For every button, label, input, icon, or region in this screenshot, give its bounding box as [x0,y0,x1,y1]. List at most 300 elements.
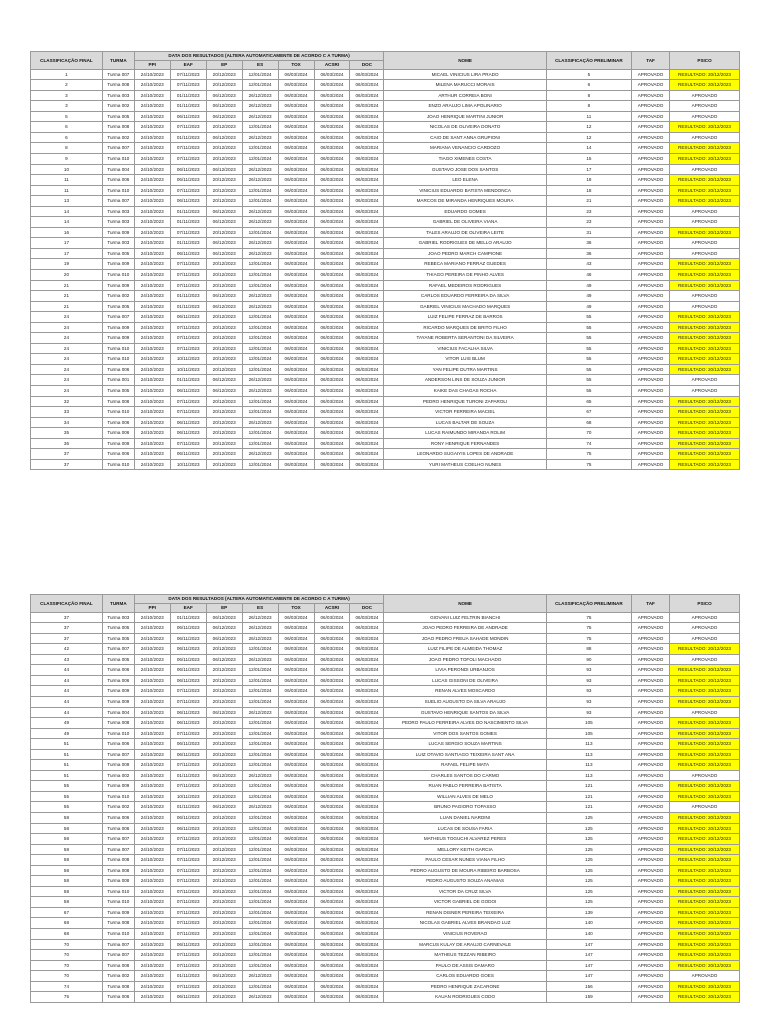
cell-doc: 06/03/2024 [350,728,384,739]
cell-tox: 06/03/2024 [278,907,314,918]
cell-turma: Turma 010 [102,886,134,897]
cell-tox: 06/03/2024 [278,654,314,665]
cell-ep: 20/12/2023 [206,823,242,834]
cell-es: 26/12/2023 [242,90,278,101]
cell-doc: 06/03/2024 [350,111,384,122]
cell-taf: APROVADO [632,644,670,655]
cell-classificacao-final: 68 [31,929,103,940]
cell-tox: 06/03/2024 [278,802,314,813]
cell-classificacao-preliminar: 75 [546,459,631,470]
table-row [31,312,740,323]
cell-psico: RESULTADO: 20/12/2023 [670,918,740,929]
cell-classificacao-final: 37 [31,623,103,634]
cell-doc: 06/03/2024 [350,886,384,897]
cell-ppi: 24/10/2023 [134,269,170,280]
cell-ppi: 24/10/2023 [134,354,170,365]
cell-taf: APROVADO [632,855,670,866]
cell-eaf: 07/11/2023 [170,865,206,876]
cell-nome: SUELIO AUGUSTO DA SILVA ARAUJO [384,696,546,707]
cell-classificacao-final: 21 [31,301,103,312]
cell-ep: 20/12/2023 [206,960,242,971]
cell-ep: 06/12/2023 [206,301,242,312]
cell-eaf: 01/11/2023 [170,612,206,623]
cell-es: 12/01/2024 [242,407,278,418]
cell-eaf: 07/11/2023 [170,396,206,407]
cell-doc: 06/03/2024 [350,280,384,291]
cell-classificacao-final: 51 [31,770,103,781]
cell-ppi: 24/10/2023 [134,459,170,470]
cell-nome: GABRIEL RODRIGUES DE MELLO ARAUJO [384,238,546,249]
cell-turma: Turma 008 [102,960,134,971]
cell-nome: VINICIUS EDUARDO BATISTA MENDONCA [384,185,546,196]
cell-acsri: 06/03/2024 [314,939,350,950]
cell-es: 12/01/2024 [242,333,278,344]
cell-psico: APROVADO [670,770,740,781]
cell-ep: 20/12/2023 [206,675,242,686]
cell-doc: 06/03/2024 [350,364,384,375]
cell-classificacao-preliminar: 55 [546,364,631,375]
cell-psico: RESULTADO: 20/12/2023 [670,227,740,238]
cell-psico: RESULTADO: 20/12/2023 [670,981,740,992]
cell-doc: 06/03/2024 [350,960,384,971]
cell-ppi: 24/10/2023 [134,992,170,1003]
cell-turma: Turma 010 [102,269,134,280]
cell-taf: APROVADO [632,449,670,460]
cell-ep: 20/12/2023 [206,865,242,876]
cell-nome: CARLOS EDUARDO GOES [384,971,546,982]
table-row [31,749,740,760]
cell-es: 12/01/2024 [242,844,278,855]
cell-eaf: 07/11/2023 [170,686,206,697]
cell-turma: Turma 006 [102,812,134,823]
cell-tox: 06/03/2024 [278,280,314,291]
cell-tox: 06/03/2024 [278,322,314,333]
cell-turma: Turma 007 [102,312,134,323]
cell-psico: RESULTADO: 20/12/2023 [670,364,740,375]
cell-acsri: 06/03/2024 [314,644,350,655]
cell-ep: 20/12/2023 [206,791,242,802]
cell-turma: Turma 009 [102,760,134,771]
cell-classificacao-preliminar: 46 [546,269,631,280]
cell-taf: APROVADO [632,929,670,940]
cell-acsri: 06/03/2024 [314,301,350,312]
cell-psico: RESULTADO: 20/12/2023 [670,122,740,133]
cell-acsri: 06/03/2024 [314,696,350,707]
table-row [31,781,740,792]
cell-psico: RESULTADO: 20/12/2023 [670,269,740,280]
cell-ep: 06/12/2023 [206,770,242,781]
table-row [31,623,740,634]
cell-classificacao-final: 44 [31,696,103,707]
header-psico: PSICO [670,52,740,70]
cell-nome: RICARDO MARQUES DE BRITO FILHO [384,322,546,333]
cell-taf: APROVADO [632,897,670,908]
cell-psico: RESULTADO: 20/12/2023 [670,696,740,707]
table-row [31,269,740,280]
cell-nome: MARIANA VENANCIO CARDOZO [384,143,546,154]
cell-taf: APROVADO [632,728,670,739]
cell-es: 12/01/2024 [242,459,278,470]
cell-psico: RESULTADO: 20/12/2023 [670,417,740,428]
cell-doc: 06/03/2024 [350,844,384,855]
cell-tox: 06/03/2024 [278,739,314,750]
cell-doc: 06/03/2024 [350,907,384,918]
cell-acsri: 06/03/2024 [314,897,350,908]
cell-ep: 20/12/2023 [206,354,242,365]
table-row [31,844,740,855]
table-row [31,802,740,813]
cell-tox: 06/03/2024 [278,227,314,238]
cell-tox: 06/03/2024 [278,971,314,982]
cell-ep: 20/12/2023 [206,739,242,750]
cell-ep: 20/12/2023 [206,665,242,676]
cell-classificacao-final: 42 [31,644,103,655]
cell-taf: APROVADO [632,312,670,323]
cell-doc: 06/03/2024 [350,248,384,259]
cell-turma: Turma 007 [102,69,134,80]
cell-acsri: 06/03/2024 [314,333,350,344]
cell-turma: Turma 003 [102,612,134,623]
table-row [31,823,740,834]
cell-ppi: 24/10/2023 [134,196,170,207]
cell-classificacao-preliminar: 49 [546,291,631,302]
cell-classificacao-final: 17 [31,238,103,249]
cell-acsri: 06/03/2024 [314,844,350,855]
cell-es: 26/12/2023 [242,175,278,186]
cell-ppi: 24/10/2023 [134,153,170,164]
cell-ep: 20/12/2023 [206,280,242,291]
cell-acsri: 06/03/2024 [314,343,350,354]
table-row [31,665,740,676]
cell-tox: 06/03/2024 [278,760,314,771]
cell-taf: APROVADO [632,865,670,876]
cell-eaf: 01/11/2023 [170,802,206,813]
cell-nome: ENZO ARAUJO LIMA APOLINARIO [384,101,546,112]
cell-classificacao-preliminar: 125 [546,812,631,823]
cell-doc: 06/03/2024 [350,238,384,249]
cell-acsri: 06/03/2024 [314,865,350,876]
cell-ppi: 24/10/2023 [134,375,170,386]
cell-nome: LUCAS BALTAR DE SOUZA [384,417,546,428]
cell-es: 12/01/2024 [242,259,278,270]
cell-classificacao-final: 58 [31,834,103,845]
cell-acsri: 06/03/2024 [314,438,350,449]
cell-classificacao-preliminar: 55 [546,333,631,344]
cell-ppi: 24/10/2023 [134,781,170,792]
cell-psico: APROVADO [670,707,740,718]
cell-taf: APROVADO [632,280,670,291]
cell-acsri: 06/03/2024 [314,876,350,887]
cell-doc: 06/03/2024 [350,897,384,908]
cell-turma: Turma 006 [102,175,134,186]
cell-eaf: 07/11/2023 [170,122,206,133]
cell-ep: 20/12/2023 [206,227,242,238]
cell-ep: 20/12/2023 [206,939,242,950]
cell-turma: Turma 009 [102,438,134,449]
cell-nome: TALES ARAUJO DE OLIVEIRA LEITE [384,227,546,238]
cell-ep: 06/12/2023 [206,633,242,644]
cell-ep: 06/12/2023 [206,248,242,259]
cell-doc: 06/03/2024 [350,175,384,186]
cell-turma: Turma 005 [102,654,134,665]
cell-ppi: 24/10/2023 [134,886,170,897]
cell-ppi: 24/10/2023 [134,876,170,887]
cell-doc: 06/03/2024 [350,206,384,217]
cell-ep: 20/12/2023 [206,918,242,929]
cell-es: 12/01/2024 [242,718,278,729]
cell-es: 12/01/2024 [242,686,278,697]
cell-taf: APROVADO [632,749,670,760]
cell-classificacao-preliminar: 113 [546,739,631,750]
cell-eaf: 07/11/2023 [170,960,206,971]
cell-es: 12/01/2024 [242,781,278,792]
cell-psico: RESULTADO: 20/12/2023 [670,855,740,866]
cell-nome: PEDRO AUGUSTO SOUZA ANANIAS [384,876,546,887]
cell-tox: 06/03/2024 [278,675,314,686]
cell-ep: 20/12/2023 [206,718,242,729]
table-row [31,417,740,428]
cell-doc: 06/03/2024 [350,950,384,961]
cell-doc: 06/03/2024 [350,865,384,876]
cell-ep: 20/12/2023 [206,122,242,133]
cell-doc: 06/03/2024 [350,633,384,644]
cell-psico: RESULTADO: 20/12/2023 [670,844,740,855]
cell-classificacao-preliminar: 113 [546,760,631,771]
cell-turma: Turma 001 [102,375,134,386]
cell-turma: Turma 003 [102,238,134,249]
cell-doc: 06/03/2024 [350,291,384,302]
cell-tox: 06/03/2024 [278,612,314,623]
cell-classificacao-preliminar: 18 [546,175,631,186]
cell-psico: RESULTADO: 20/12/2023 [670,69,740,80]
cell-psico: RESULTADO: 20/12/2023 [670,438,740,449]
cell-nome: LUCAS SERGIO SOUZA MARTINS [384,739,546,750]
cell-taf: APROVADO [632,217,670,228]
cell-ppi: 24/10/2023 [134,718,170,729]
cell-classificacao-final: 44 [31,665,103,676]
cell-ep: 20/12/2023 [206,322,242,333]
table-row [31,459,740,470]
cell-ppi: 24/10/2023 [134,238,170,249]
table-row [31,375,740,386]
cell-ep: 20/12/2023 [206,781,242,792]
cell-doc: 06/03/2024 [350,918,384,929]
table-row [31,855,740,866]
cell-classificacao-preliminar: 75 [546,623,631,634]
cell-ep: 20/12/2023 [206,981,242,992]
cell-nome: MATHEUS TOGUCHI ALVAREZ PERES [384,834,546,845]
header-doc: DOC [350,604,384,613]
cell-es: 26/12/2023 [242,291,278,302]
cell-eaf: 07/11/2023 [170,185,206,196]
cell-taf: APROVADO [632,269,670,280]
cell-classificacao-preliminar: 125 [546,897,631,908]
cell-classificacao-final: 55 [31,781,103,792]
cell-es: 12/01/2024 [242,760,278,771]
cell-doc: 06/03/2024 [350,781,384,792]
table-row [31,386,740,397]
cell-turma: Turma 008 [102,981,134,992]
cell-nome: PEDRO HENRIQUE TURONI ZAPAROLI [384,396,546,407]
cell-classificacao-preliminar: 70 [546,428,631,439]
cell-nome: RAFAEL MEDEIROS RODRIGUES [384,280,546,291]
table-row [31,897,740,908]
cell-doc: 06/03/2024 [350,696,384,707]
cell-classificacao-final: 21 [31,280,103,291]
cell-taf: APROVADO [632,770,670,781]
cell-taf: APROVADO [632,291,670,302]
cell-classificacao-final: 2 [31,80,103,91]
cell-nome: JOAO PEDRO TOFOLI MACHADO [384,654,546,665]
cell-acsri: 06/03/2024 [314,143,350,154]
cell-doc: 06/03/2024 [350,802,384,813]
cell-psico: RESULTADO: 20/12/2023 [670,718,740,729]
cell-ep: 20/12/2023 [206,749,242,760]
cell-nome: GIOVANI LUIZ FELTRIN BIANCHI [384,612,546,623]
cell-psico: RESULTADO: 20/12/2023 [670,834,740,845]
cell-doc: 06/03/2024 [350,939,384,950]
cell-taf: APROVADO [632,459,670,470]
cell-acsri: 06/03/2024 [314,69,350,80]
cell-tox: 06/03/2024 [278,185,314,196]
cell-tox: 06/03/2024 [278,623,314,634]
cell-classificacao-final: 24 [31,322,103,333]
cell-eaf: 06/11/2023 [170,992,206,1003]
cell-turma: Turma 005 [102,111,134,122]
cell-taf: APROVADO [632,132,670,143]
cell-tox: 06/03/2024 [278,855,314,866]
cell-ppi: 24/10/2023 [134,301,170,312]
cell-ppi: 24/10/2023 [134,69,170,80]
cell-classificacao-final: 21 [31,291,103,302]
header-taf: TAF [632,595,670,613]
cell-nome: MICAEL VINICIUS LIRA PRADO [384,69,546,80]
cell-ppi: 24/10/2023 [134,227,170,238]
cell-eaf: 07/11/2023 [170,876,206,887]
cell-psico: RESULTADO: 20/12/2023 [670,396,740,407]
cell-ep: 06/12/2023 [206,971,242,982]
cell-ep: 20/12/2023 [206,696,242,707]
cell-ppi: 24/10/2023 [134,707,170,718]
cell-acsri: 06/03/2024 [314,280,350,291]
table-row [31,834,740,845]
header-nome: NOME [384,595,546,613]
table-row [31,301,740,312]
cell-classificacao-preliminar: 75 [546,633,631,644]
table-row [31,101,740,112]
cell-classificacao-preliminar: 140 [546,929,631,940]
cell-classificacao-final: 14 [31,217,103,228]
cell-taf: APROVADO [632,227,670,238]
cell-es: 26/12/2023 [242,449,278,460]
cell-ep: 06/12/2023 [206,217,242,228]
cell-acsri: 06/03/2024 [314,407,350,418]
cell-tox: 06/03/2024 [278,960,314,971]
cell-nome: MARCUS KULAY DE ARAUJO CARNEVALE [384,939,546,950]
cell-taf: APROVADO [632,238,670,249]
cell-classificacao-preliminar: 55 [546,312,631,323]
cell-turma: Turma 003 [102,90,134,101]
cell-tox: 06/03/2024 [278,728,314,739]
cell-classificacao-final: 43 [31,654,103,665]
cell-ppi: 24/10/2023 [134,132,170,143]
cell-taf: APROVADO [632,206,670,217]
cell-acsri: 06/03/2024 [314,823,350,834]
cell-eaf: 06/11/2023 [170,449,206,460]
cell-classificacao-preliminar: 139 [546,907,631,918]
cell-classificacao-final: 67 [31,907,103,918]
cell-turma: Turma 010 [102,791,134,802]
table-row [31,812,740,823]
cell-classificacao-preliminar: 75 [546,449,631,460]
cell-classificacao-preliminar: 65 [546,396,631,407]
cell-taf: APROVADO [632,686,670,697]
cell-es: 12/01/2024 [242,69,278,80]
cell-psico: APROVADO [670,132,740,143]
cell-es: 26/12/2023 [242,971,278,982]
cell-eaf: 06/11/2023 [170,675,206,686]
cell-doc: 06/03/2024 [350,791,384,802]
cell-psico: RESULTADO: 20/12/2023 [670,791,740,802]
cell-nome: REBECA MARIANO FERRAZ GUEDES [384,259,546,270]
cell-eaf: 06/11/2023 [170,823,206,834]
cell-doc: 06/03/2024 [350,623,384,634]
cell-es: 12/01/2024 [242,196,278,207]
cell-ppi: 24/10/2023 [134,428,170,439]
cell-nome: WILLIAN ALVES DE MELO [384,791,546,802]
table-row [31,612,740,623]
cell-es: 12/01/2024 [242,227,278,238]
cell-ppi: 24/10/2023 [134,312,170,323]
cell-classificacao-final: 8 [31,143,103,154]
header-datas: DATA DOS RESULTADOS (ALTERA AUTOMATICAMENTE DE ACORDO C A TURMA) [134,52,384,61]
cell-classificacao-final: 5 [31,111,103,122]
cell-tox: 06/03/2024 [278,407,314,418]
table-row [31,707,740,718]
cell-nome: MARCOS DE MIRANDA HENRIQUES MOURA [384,196,546,207]
table-row [31,227,740,238]
cell-classificacao-preliminar: 125 [546,823,631,834]
cell-ppi: 24/10/2023 [134,981,170,992]
table-row [31,122,740,133]
cell-psico: RESULTADO: 20/12/2023 [670,876,740,887]
cell-classificacao-final: 55 [31,802,103,813]
cell-eaf: 07/11/2023 [170,343,206,354]
cell-psico: APROVADO [670,654,740,665]
cell-eaf: 06/11/2023 [170,739,206,750]
cell-doc: 06/03/2024 [350,760,384,771]
table-row [31,718,740,729]
cell-psico: APROVADO [670,291,740,302]
cell-taf: APROVADO [632,623,670,634]
cell-eaf: 10/11/2023 [170,354,206,365]
cell-acsri: 06/03/2024 [314,259,350,270]
cell-doc: 06/03/2024 [350,407,384,418]
cell-acsri: 06/03/2024 [314,227,350,238]
cell-psico: RESULTADO: 20/12/2023 [670,428,740,439]
cell-eaf: 06/11/2023 [170,939,206,950]
cell-psico: APROVADO [670,375,740,386]
cell-eaf: 01/11/2023 [170,238,206,249]
cell-es: 12/01/2024 [242,855,278,866]
cell-doc: 06/03/2024 [350,269,384,280]
cell-classificacao-final: 74 [31,981,103,992]
cell-psico: APROVADO [670,206,740,217]
cell-turma: Turma 010 [102,185,134,196]
cell-eaf: 07/11/2023 [170,153,206,164]
cell-turma: Turma 005 [102,623,134,634]
cell-es: 12/01/2024 [242,269,278,280]
